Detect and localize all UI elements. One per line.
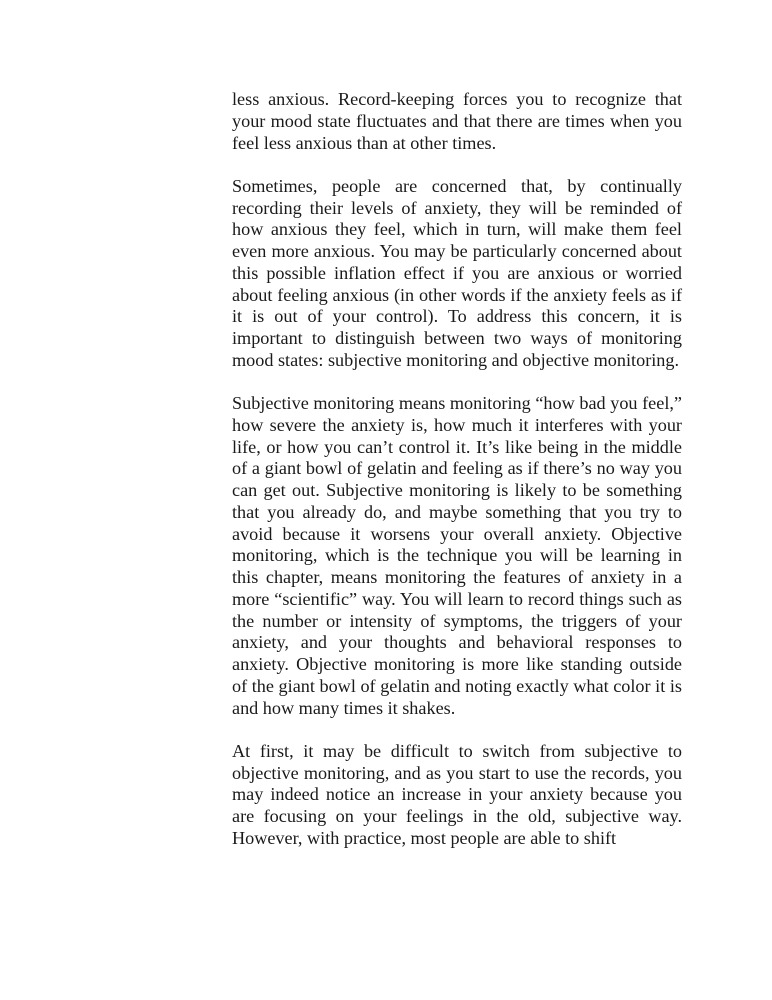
paragraph-inflation-concern: Sometimes, people are concerned that, by continually recording their levels of anxiety, they will be reminded of how anxious they feel, which in turn, will make them feel even more anxious. You may be particularly concerned about this possible inflation effect if you are anxious or worried about feeling anxious (in other words if the anxiety feels as if it is out of your control). To address this concern, it is important to distinguish between two ways of monitoring mood states: subjective monitoring and objective monitoring. [232, 175, 682, 370]
body-text [232, 89, 682, 871]
paragraph-switching-monitoring: At first, it may be difficult to switch from subjective to objective monitoring, and as you start to use the records, you may indeed notice an increase in your anxiety because you are focusing on your feelings in the old, subjective way. However, with practice, most people are able to shift [232, 740, 682, 848]
paragraph-subjective-vs-objective: Subjective monitoring means monitoring “how bad you feel,” how severe the anxiety is, how much it interferes with your life, or how you can’t control it. It’s like being in the middle of a giant bowl of gelatin and feeling as if there’s no way you can get out. Subjective monitoring is likely to be something that you already do, and maybe something that you try to avoid because it worsens your overall anxiety. Objective monitoring, which is the technique you will be learning in this chapter, means monitoring the features of anxiety in a more “scientific” way. You will learn to record things such as the number or intensity of symptoms, the triggers of your anxiety, and your thoughts and behavioral responses to anxiety. Objective monitoring is more like standing outside of the giant bowl of gelatin and noting exactly what color it is and how many times it shakes. [232, 393, 682, 718]
paragraph-continuation: less anxious. Record-keeping forces you to recognize that your mood state fluctuates and that there are times when you feel less anxious than at other times. [232, 89, 682, 153]
